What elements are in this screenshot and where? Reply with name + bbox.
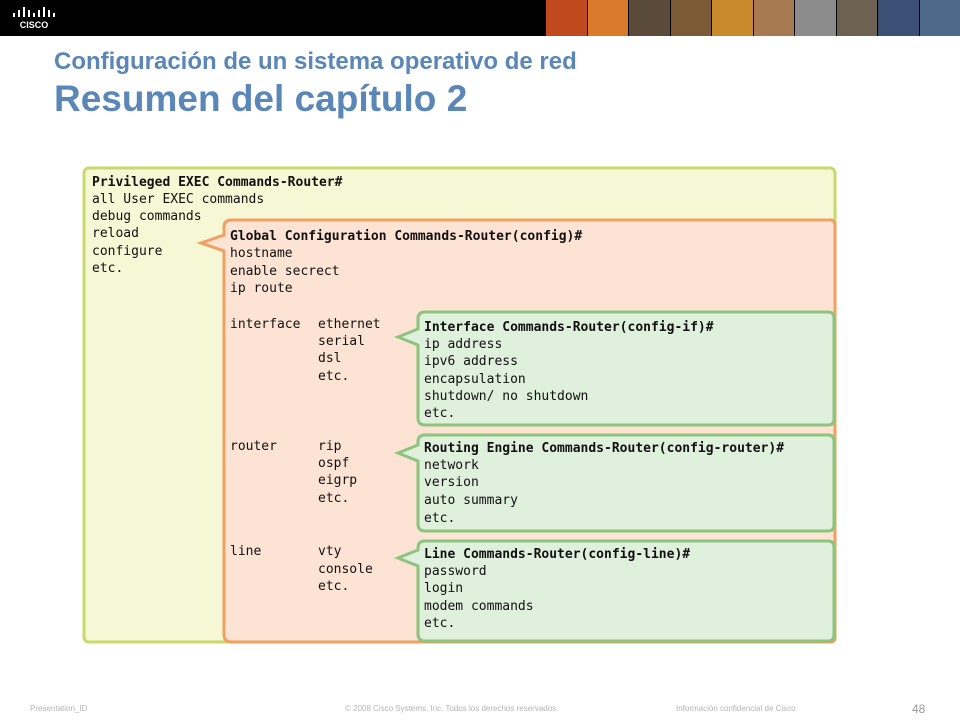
command-mode-diagram	[80, 165, 840, 645]
banner-photo	[545, 0, 587, 36]
page-number: 48	[912, 702, 926, 716]
interface-option: etc.	[318, 369, 350, 384]
router-option: eigrp	[318, 473, 358, 488]
photo-strip	[545, 0, 960, 36]
slide-subtitle: Configuración de un sistema operativo de red	[54, 48, 577, 75]
interface-item: encapsulation	[424, 372, 526, 387]
banner-photo	[587, 0, 629, 36]
banner-photo	[753, 0, 795, 36]
privileged-item: etc.	[92, 261, 124, 276]
routing-item: etc.	[424, 511, 456, 526]
routing-item: version	[424, 475, 479, 490]
top-banner	[0, 0, 960, 36]
global-item: enable secrect	[230, 264, 340, 279]
router-option: ospf	[318, 456, 350, 471]
interface-option: dsl	[318, 351, 342, 366]
interface-label: interface	[230, 317, 301, 332]
global-item: hostname	[230, 246, 293, 261]
line-option: console	[318, 562, 373, 577]
privileged-item: debug commands	[92, 209, 202, 224]
routing-item: network	[424, 458, 479, 473]
banner-photo	[794, 0, 836, 36]
cisco-logo	[10, 5, 58, 31]
banner-photo	[836, 0, 878, 36]
line-item: modem commands	[424, 599, 534, 614]
interface-option: serial	[318, 334, 365, 349]
footer-confidential: Información confidencial de Cisco	[676, 704, 796, 713]
routing-config-header: Routing Engine Commands-Router(config-router)#	[424, 441, 785, 456]
privileged-item: reload	[92, 226, 139, 241]
footer-copyright: © 2008 Cisco Systems, Inc. Todos los derechos reservados.	[345, 704, 559, 713]
interface-item: etc.	[424, 406, 456, 421]
interface-config-header: Interface Commands-Router(config-if)#	[424, 320, 714, 335]
banner-photo	[711, 0, 753, 36]
line-config-header: Line Commands-Router(config-line)#	[424, 547, 691, 562]
banner-photo	[628, 0, 670, 36]
interface-item: ip address	[424, 337, 503, 352]
global-item: ip route	[230, 281, 293, 296]
router-option: rip	[318, 439, 342, 454]
line-item: etc.	[424, 616, 456, 631]
banner-photo	[670, 0, 712, 36]
interface-item: ipv6 address	[424, 354, 518, 369]
banner-photo	[877, 0, 919, 36]
slide-title: Resumen del capítulo 2	[54, 78, 468, 119]
logo-text: CISCO	[19, 20, 49, 30]
line-item: password	[424, 564, 487, 579]
interface-option: ethernet	[318, 317, 381, 332]
banner-photo	[919, 0, 960, 36]
line-item: login	[424, 581, 464, 596]
router-option: etc.	[318, 491, 350, 506]
router-label: router	[230, 439, 277, 454]
privileged-exec-header: Privileged EXEC Commands-Router#	[92, 175, 343, 190]
footer-presentation-id: Presentation_ID	[30, 704, 88, 713]
privileged-item: all User EXEC commands	[92, 192, 265, 207]
global-config-header: Global Configuration Commands-Router(config)#	[230, 229, 583, 244]
privileged-item: configure	[92, 244, 163, 259]
interface-item: shutdown/ no shutdown	[424, 389, 589, 404]
line-option: etc.	[318, 579, 350, 594]
line-option: vty	[318, 544, 342, 559]
routing-item: auto summary	[424, 493, 518, 508]
line-label: line	[230, 544, 262, 559]
